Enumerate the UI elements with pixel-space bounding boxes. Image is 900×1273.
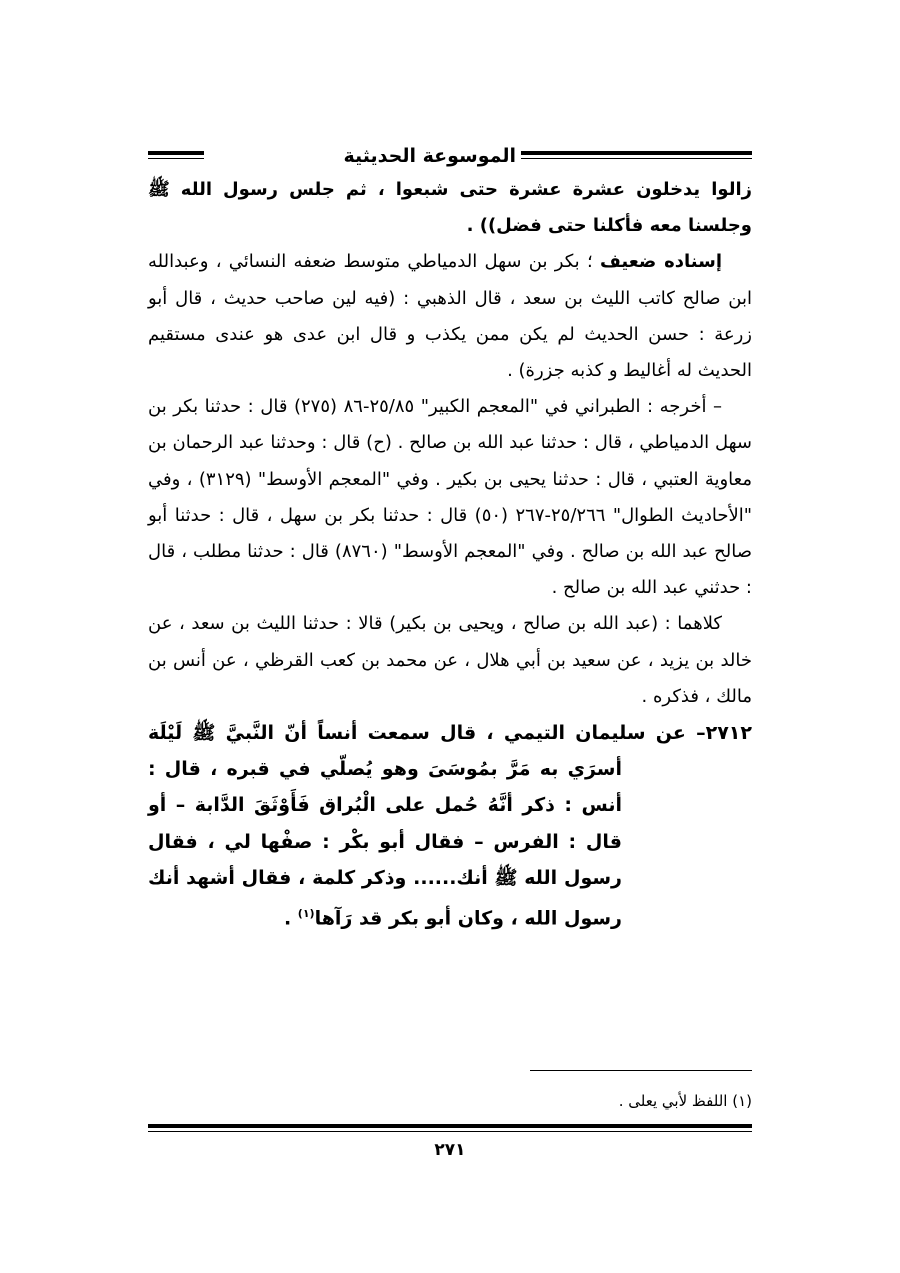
header-title: الموسوعة الحديثية [343, 145, 516, 167]
isnad-label: إسناده ضعيف [599, 251, 722, 273]
hadith-text: – عن سليمان التيمي ، قال سمعت أنساً أنّ النَّبيَّ ﷺ لَيْلَة أسرَي به مَرَّ بمُوسَىَ وهو يُصلّي في قبره ، قال : أنس : ذكر أنَّهُ حُمل على الْبُراق فَأَوْثَقَ الدَّابة – أو قال : الفرس – فقال أبو بكْر : صفْها لي ، فقال رسول الله ﷺ أنك...... وذكر كلمة ، فقال أشهد أنك رسول الله ، وكان أبو بكر قد رَآها [148, 722, 706, 930]
footnote-reference: (١) [297, 907, 315, 921]
hadith-paragraph [148, 715, 752, 937]
footer-rule-thin [148, 1131, 752, 1132]
footnote-separator [530, 1070, 752, 1071]
page-number: ٢٧١ [434, 1140, 466, 1160]
hadith-number: ٢٧١٢ [705, 722, 752, 745]
isnad-paragraph [148, 244, 752, 389]
running-header [148, 142, 752, 172]
header-rule-left-thick [148, 151, 204, 155]
takhrij-paragraph: – أخرجه : الطبراني في "المعجم الكبير" ٢٥/٨٥-٨٦ (٢٧٥) قال : حدثنا بكر بن سهل الدمياطي ، قال : حدثنا عبد الله بن صالح . (ح) قال : وحدثنا عبد الرحمان بن معاوية العتبي ، قال : حدثنا يحيى بن بكير . وفي "المعجم الأوسط" (٣١٢٩) ، وفي "الأحاديث الطوال" ٢٥/٢٦٦-٢٦٧ (٥٠) قال : حدثنا بكر بن سهل ، قال : حدثنا أبو صالح عبد الله بن صالح . وفي "المعجم الأوسط" (٨٧٦٠) قال : حدثنا مطلب ، قال : حدثني عبد الله بن صالح . [148, 396, 752, 599]
continuation-paragraph: زالوا يدخلون عشرة عشرة حتى شبعوا ، ثم جلس رسول الله ﷺ وجلسنا معه فأكلنا حتى فضل)) . [148, 179, 752, 237]
header-rule-right-thin [521, 158, 752, 159]
kilahuma-paragraph: كلاهما : (عبد الله بن صالح ، ويحيى بن بكير) قالا : حدثنا الليث بن سعد ، عن خالد بن يزيد ، عن سعيد بن أبي هلال ، عن محمد بن كعب القرظي ، عن أنس بن مالك ، فذكره . [148, 613, 752, 707]
footer-rule-thick [148, 1124, 752, 1128]
body-text [148, 172, 752, 937]
footnote: (١) اللفظ لأبي يعلى . [618, 1092, 752, 1110]
hadith-end: . [283, 907, 298, 930]
isnad-text: ؛ بكر بن سهل الدمياطي متوسط ضعفه النسائي ، وعبدالله ابن صالح كاتب الليث بن سعد ، قال الذهبي : (فيه لين صاحب حديث ، قال أبو زرعة : حسن الحديث لم يكن ممن يكذب و قال ابن عدى هو عندى مستقيم الحديث له أغاليط و كذبه جزرة) . [148, 251, 752, 382]
header-rule-left-thin [148, 158, 204, 159]
header-rule-right-thick [521, 151, 752, 155]
